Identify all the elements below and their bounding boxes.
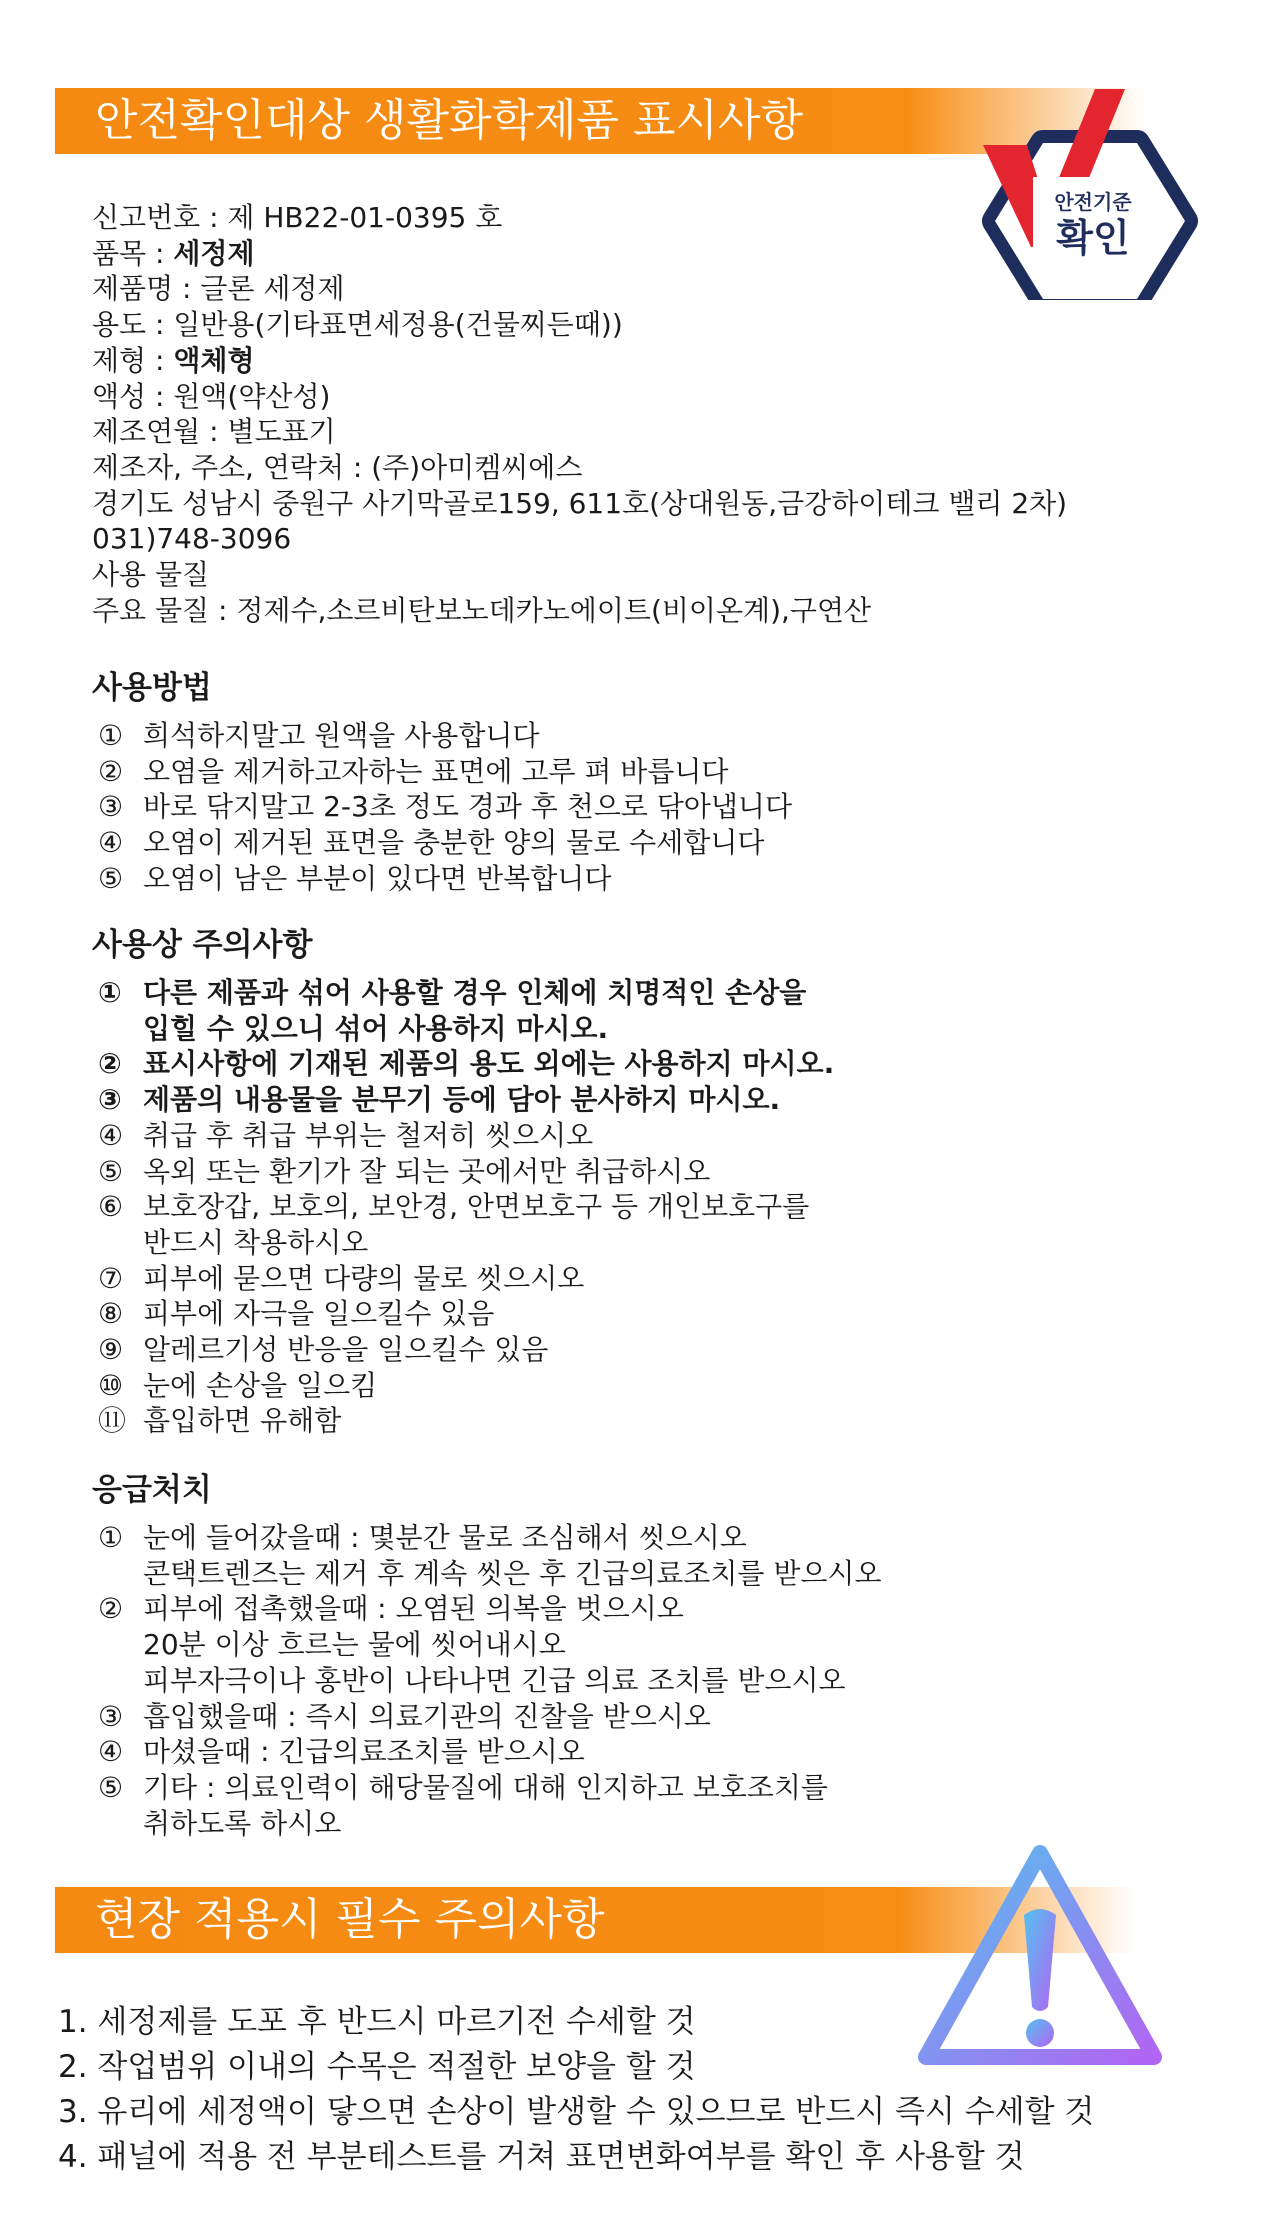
list-item: ② 오염을 제거하고자하는 표면에 고루 펴 바릅니다 xyxy=(98,754,729,788)
list-item: ③ 바로 닦지말고 2-3초 정도 경과 후 천으로 닦아냅니다 xyxy=(98,790,792,824)
list-item: ⑩ 눈에 손상을 일으킴 xyxy=(98,1368,378,1402)
product-info xyxy=(92,200,1067,628)
category-label: 품목 : xyxy=(92,236,174,270)
list-item: ⑦ 피부에 묻으면 다량의 물로 씻으시오 xyxy=(98,1261,585,1295)
category xyxy=(92,236,1067,272)
field-notes-list xyxy=(58,2000,1094,2180)
list-item: ③ 흡입했을때 : 즉시 의료기관의 진찰을 받으시오 xyxy=(98,1699,711,1733)
main-substances: 주요 물질 : 정제수,소르비탄보노데카노에이트(비이온계),구연산 xyxy=(92,593,872,627)
list-item: ④ 마셨을때 : 긴급의료조치를 받으시오 xyxy=(98,1735,585,1769)
list-item: ④ 오염이 제거된 표면을 충분한 양의 물로 수세합니다 xyxy=(98,826,765,860)
manufacture-date: 제조연월 : 별도표기 xyxy=(92,415,336,449)
list-item: ① 다른 제품과 섞어 사용할 경우 인체에 치명적인 손상을 입힐 수 있으니 섞어 사용하지 마시오. xyxy=(98,976,807,1045)
list-item: ⑤ 기타 : 의료인력이 해당물질에 대해 인지하고 보호조치를 취하도록 하시오 xyxy=(98,1770,828,1840)
list-item: ① 눈에 들어갔을때 : 몇분간 물로 조심해서 씻으시오 콘택트렌즈는 제거 후 계속 씻은 후 긴급의료조치를 받으시오 xyxy=(98,1521,882,1590)
list-item: ⑧ 피부에 자극을 일으킬수 있음 xyxy=(98,1297,495,1331)
badge-line1: 안전기준 xyxy=(1054,190,1132,214)
phone: 031)748-3096 xyxy=(92,522,292,556)
list-item: ② 표시사항에 기재된 제품의 용도 외에는 사용하지 마시오. xyxy=(98,1047,835,1081)
list-item: 1. 세정제를 도포 후 반드시 마르기전 수세할 것 xyxy=(58,2004,696,2040)
substances-title: 사용 물질 xyxy=(92,558,210,592)
first-aid-section xyxy=(92,1470,882,1841)
form-label: 제형 : xyxy=(92,343,174,377)
badge-line2: 확인 xyxy=(1056,216,1130,260)
list-item: ④ 취급 후 취급 부위는 철저히 씻으시오 xyxy=(98,1118,594,1152)
list-item: ② 피부에 접촉했을때 : 오염된 의복을 벗으시오 20분 이상 흐르는 물에 씻어내시오 피부자극이나 홍반이 나타나면 긴급 의료 조치를 받으시오 xyxy=(98,1592,846,1697)
liquid-property: 액성 : 원액(약산성) xyxy=(92,379,331,413)
category-value: 세정제 xyxy=(173,236,255,270)
list-item: 4. 패널에 적용 전 부분테스트를 거쳐 표면변화여부를 확인 후 사용할 것 xyxy=(58,2139,1025,2175)
precautions-section xyxy=(92,925,835,1439)
list-item: ⑤ 옥외 또는 환기가 잘 되는 곳에서만 취급하시오 xyxy=(98,1154,711,1188)
list-item: 2. 작업범위 이내의 수목은 적절한 보양을 할 것 xyxy=(58,2049,696,2085)
usage-method-section xyxy=(92,668,792,897)
product-name: 제품명 : 글론 세정제 xyxy=(92,272,345,306)
list-item: ③ 제품의 내용물을 분무기 등에 담아 분사하지 마시오. xyxy=(98,1083,781,1117)
address: 경기도 성남시 중원구 사기막골로159, 611호(상대원동,금강하이테크 밸리 2차) xyxy=(92,486,1068,520)
form xyxy=(92,343,1067,379)
usage: 용도 : 일반용(기타표면세정용(건물찌든때)) xyxy=(92,308,623,342)
form-value: 액체형 xyxy=(173,343,255,377)
usage-method-title: 사용방법 xyxy=(92,670,212,706)
manufacturer: 제조자, 주소, 연락처 : (주)아미켐씨에스 xyxy=(92,450,583,484)
list-item: 3. 유리에 세정액이 닿으면 손상이 발생할 수 있으므로 반드시 즉시 수세할 것 xyxy=(58,2094,1095,2130)
report-number: 신고번호 : 제 HB22-01-0395 호 xyxy=(92,201,503,234)
label-title: 안전확인대상 생활화학제품 표시사항 xyxy=(95,95,804,146)
list-item: ⑥ 보호장갑, 보호의, 보안경, 안면보호구 등 개인보호구를 반드시 착용하시오 xyxy=(98,1190,810,1259)
field-notes-title: 현장 적용시 필수 주의사항 xyxy=(95,1894,605,1945)
first-aid-title: 응급처치 xyxy=(92,1472,212,1508)
precautions-title: 사용상 주의사항 xyxy=(92,927,313,963)
list-item: ⑨ 알레르기성 반응을 일으킬수 있음 xyxy=(98,1333,549,1367)
list-item: ① 희석하지말고 원액을 사용합니다 xyxy=(98,719,540,752)
list-item: ⑤ 오염이 남은 부분이 있다면 반복합니다 xyxy=(98,861,612,895)
list-item: ⑪ 흡입하면 유해함 xyxy=(98,1404,342,1438)
